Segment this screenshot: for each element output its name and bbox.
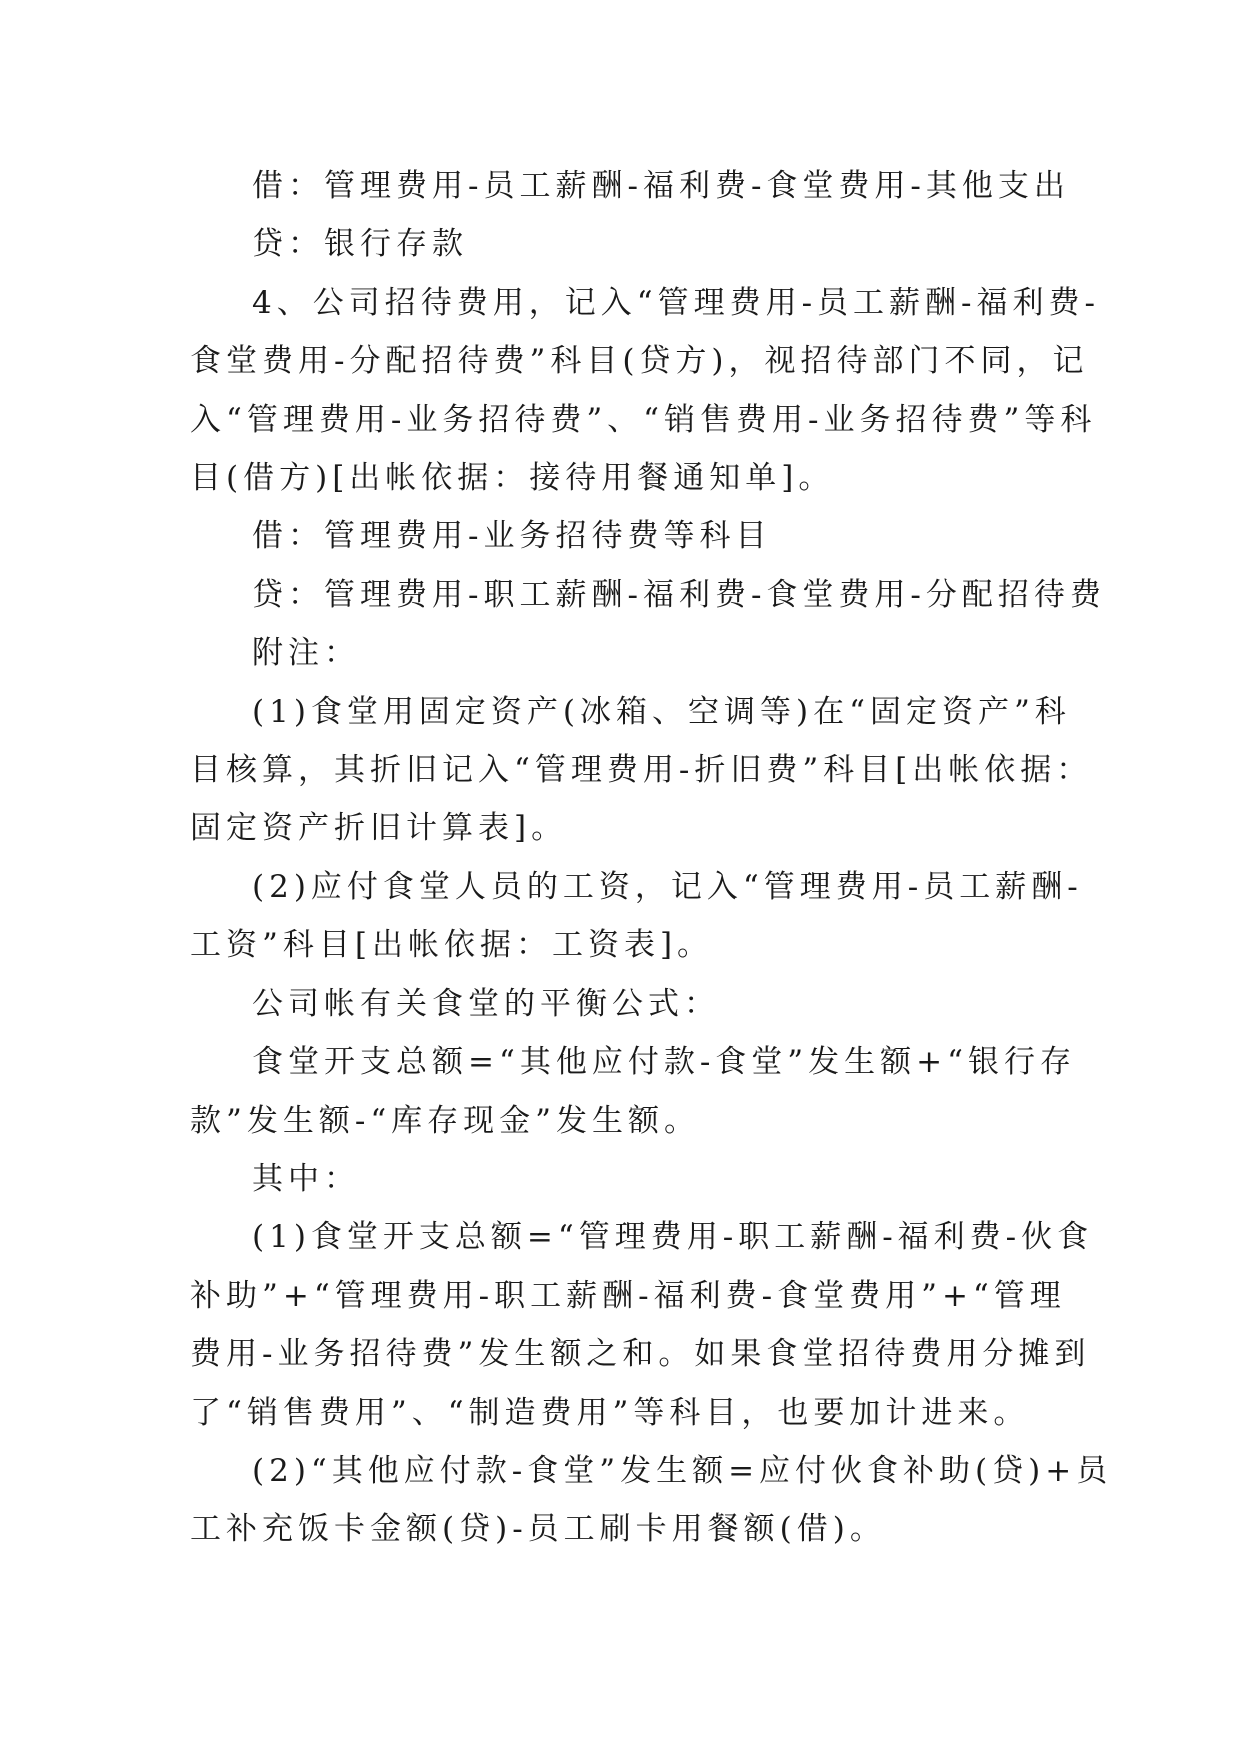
note-1-line-3: 固定资产折旧计算表]。 [190,810,568,847]
note-1-line-2: 目核算，其折旧记入“管理费用-折旧费”科目[出帐依据： [190,752,1093,789]
note-1-line-1: (1)食堂用固定资产(冰箱、空调等)在“固定资产”科 [252,693,1071,730]
paragraph-entertainment-line-1: 4、公司招待费用，记入“管理费用-员工薪酬-福利费- [252,284,1100,321]
paragraph-entertainment-line-3: 入“管理费用-业务招待费”、“销售费用-业务招待费”等科 [190,401,1097,438]
balance-formula-heading: 公司帐有关食堂的平衡公式： [252,985,720,1022]
notes-heading: 附注： [252,635,360,672]
formula-item-1-line-1: (1)食堂开支总额=“管理费用-职工薪酬-福利费-伙食 [252,1219,1094,1256]
debit-line-business-entertainment: 借：管理费用-业务招待费等科目 [252,518,772,555]
formula-item-1-line-2: 补助”+“管理费用-职工薪酬-福利费-食堂费用”+“管理 [190,1277,1066,1314]
paragraph-entertainment-line-2: 食堂费用-分配招待费”科目(贷方)，视招待部门不同，记 [190,343,1089,380]
debit-line-other-expenses: 借：管理费用-员工薪酬-福利费-食堂费用-其他支出 [252,168,1070,204]
credit-line-allocated-entertainment: 贷：管理费用-职工薪酬-福利费-食堂费用-分配招待费 [252,576,1106,613]
balance-formula-line-1: 食堂开支总额=“其他应付款-食堂”发生额+“银行存 [252,1044,1076,1081]
paragraph-entertainment-line-4: 目(借方)[出帐依据：接待用餐通知单]。 [190,460,835,497]
credit-line-bank-deposit: 贷：银行存款 [252,226,468,263]
formula-item-1-line-3: 费用-业务招待费”发生额之和。如果食堂招待费用分摊到 [190,1336,1091,1373]
formula-item-1-line-4: 了“销售费用”、“制造费用”等科目，也要加计进来。 [190,1394,1030,1431]
document-body [190,157,1113,1559]
note-2-line-1: (2)应付食堂人员的工资，记入“管理费用-员工薪酬- [252,868,1083,905]
note-2-line-2: 工资”科目[出帐依据：工资表]。 [190,927,714,964]
among-them-heading: 其中： [252,1160,360,1197]
balance-formula-line-2: 款”发生额-“库存现金”发生额。 [190,1102,701,1139]
formula-item-2-line-2: 工补充饭卡金额(贷)-员工刷卡用餐额(借)。 [190,1511,886,1548]
formula-item-2-line-1: (2)“其他应付款-食堂”发生额=应付伙食补助(贷)+员 [252,1452,1113,1489]
